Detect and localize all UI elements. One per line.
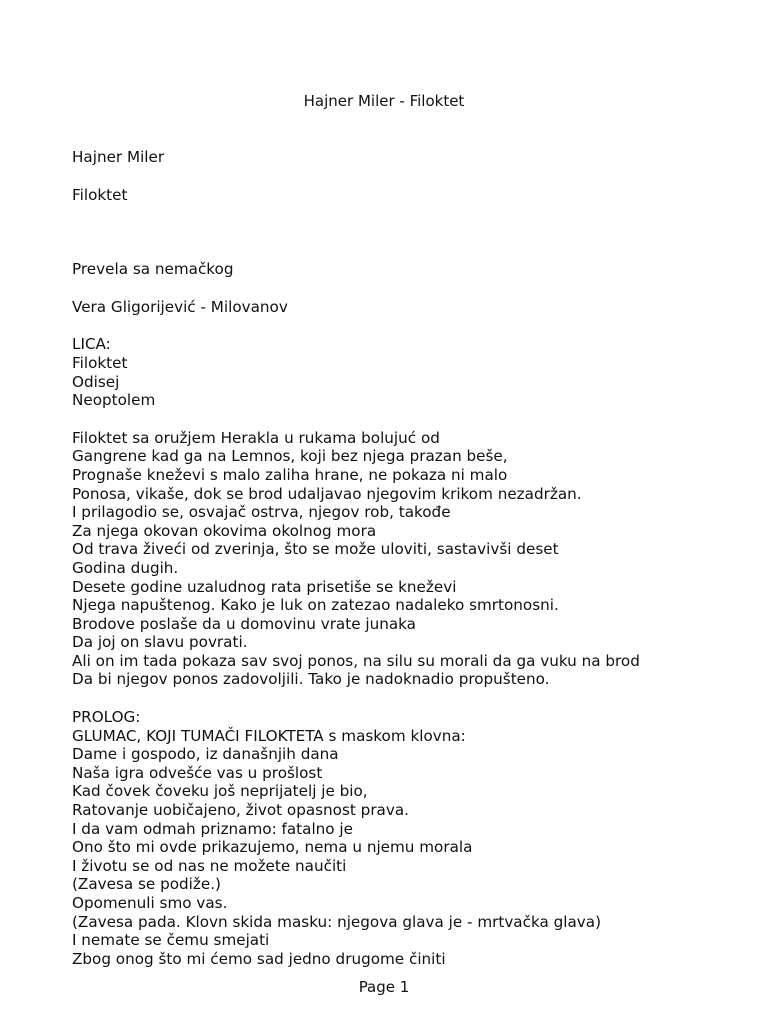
intro-paragraph [72,429,752,689]
play-title: Filoktet [72,185,128,204]
character-name: Odisej [72,372,120,391]
translator-name: Vera Gligorijević - Milovanov [72,297,288,316]
text-line: Od trava živeći od zverinja, što se može uloviti, sastavivši deset [72,540,559,559]
page-header: Hajner Miler - Filoktet [303,92,465,110]
character-name: Neoptolem [72,391,156,410]
text-line: (Zavesa pada. Klovn skida masku: njegova glava je - mrtvačka glava) [72,912,602,931]
text-line: Filoktet sa oružjem Herakla u rukama bolujuć od [72,428,440,447]
text-line: (Zavesa se podiže.) [72,875,221,894]
text-line: PROLOG: [72,708,141,727]
text-line: I nemate se čemu smejati [72,931,270,950]
text-line: I prilagodio se, osvajač ostrva, njegov rob, takođe [72,503,451,522]
text-line: Brodove poslaše da u domovinu vrate junaka [72,614,416,633]
text-line: Kad čovek čoveku još neprijatelj je bio, [72,782,368,801]
text-line: Da bi njegov ponos zadovoljili. Tako je nadoknadio propušteno. [72,670,550,689]
text-line: GLUMAC, KOJI TUMAČI FILOKTETA s maskom klovna: [72,726,466,745]
text-line: Ponosa, vikaše, dok se brod udaljavao njegovim krikom nezadržan. [72,484,582,503]
prolog-section [72,708,752,968]
text-line: Ratovanje uobičajeno, život opasnost prava. [72,801,409,820]
text-line: Godina dugih. [72,558,179,577]
text-line: Dame i gospodo, iz današnjih dana [72,745,339,764]
text-line: Gangrene kad ga na Lemnos, koji bez njega prazan beše, [72,447,508,466]
text-line: Ali on im tada pokaza sav svoj ponos, na silu su morali da ga vuku na brod [72,651,640,670]
document-body [72,148,752,968]
text-line: Ono što mi ovde prikazujemo, nema u njemu morala [72,838,473,857]
character-name: Filoktet [72,353,128,372]
text-line: I da vam odmah priznamo: fatalno je [72,819,353,838]
characters-heading: LICA: [72,335,111,354]
text-line: Za njega okovan okovima okolnog mora [72,521,377,540]
text-line: Zbog onog što mi ćemo sad jedno drugome činiti [72,949,446,968]
page-number: Page 1 [358,978,410,996]
text-line: Desete godine uzaludnog rata prisetiše se kneževi [72,577,457,596]
translator-line: Prevela sa nemačkog [72,260,234,279]
text-line: Naša igra odvešće vas u prošlost [72,763,323,782]
author-name: Hajner Miler [72,148,165,166]
text-line: I životu se od nas ne možete naučiti [72,856,347,875]
text-line: Da joj on slavu povrati. [72,633,248,652]
text-line: Njega napuštenog. Kako je luk on zatezao nadaleko smrtonosni. [72,596,559,615]
text-line: Opomenuli smo vas. [72,894,228,912]
text-line: Prognaše kneževi s malo zaliha hrane, ne pokaza ni malo [72,465,508,484]
